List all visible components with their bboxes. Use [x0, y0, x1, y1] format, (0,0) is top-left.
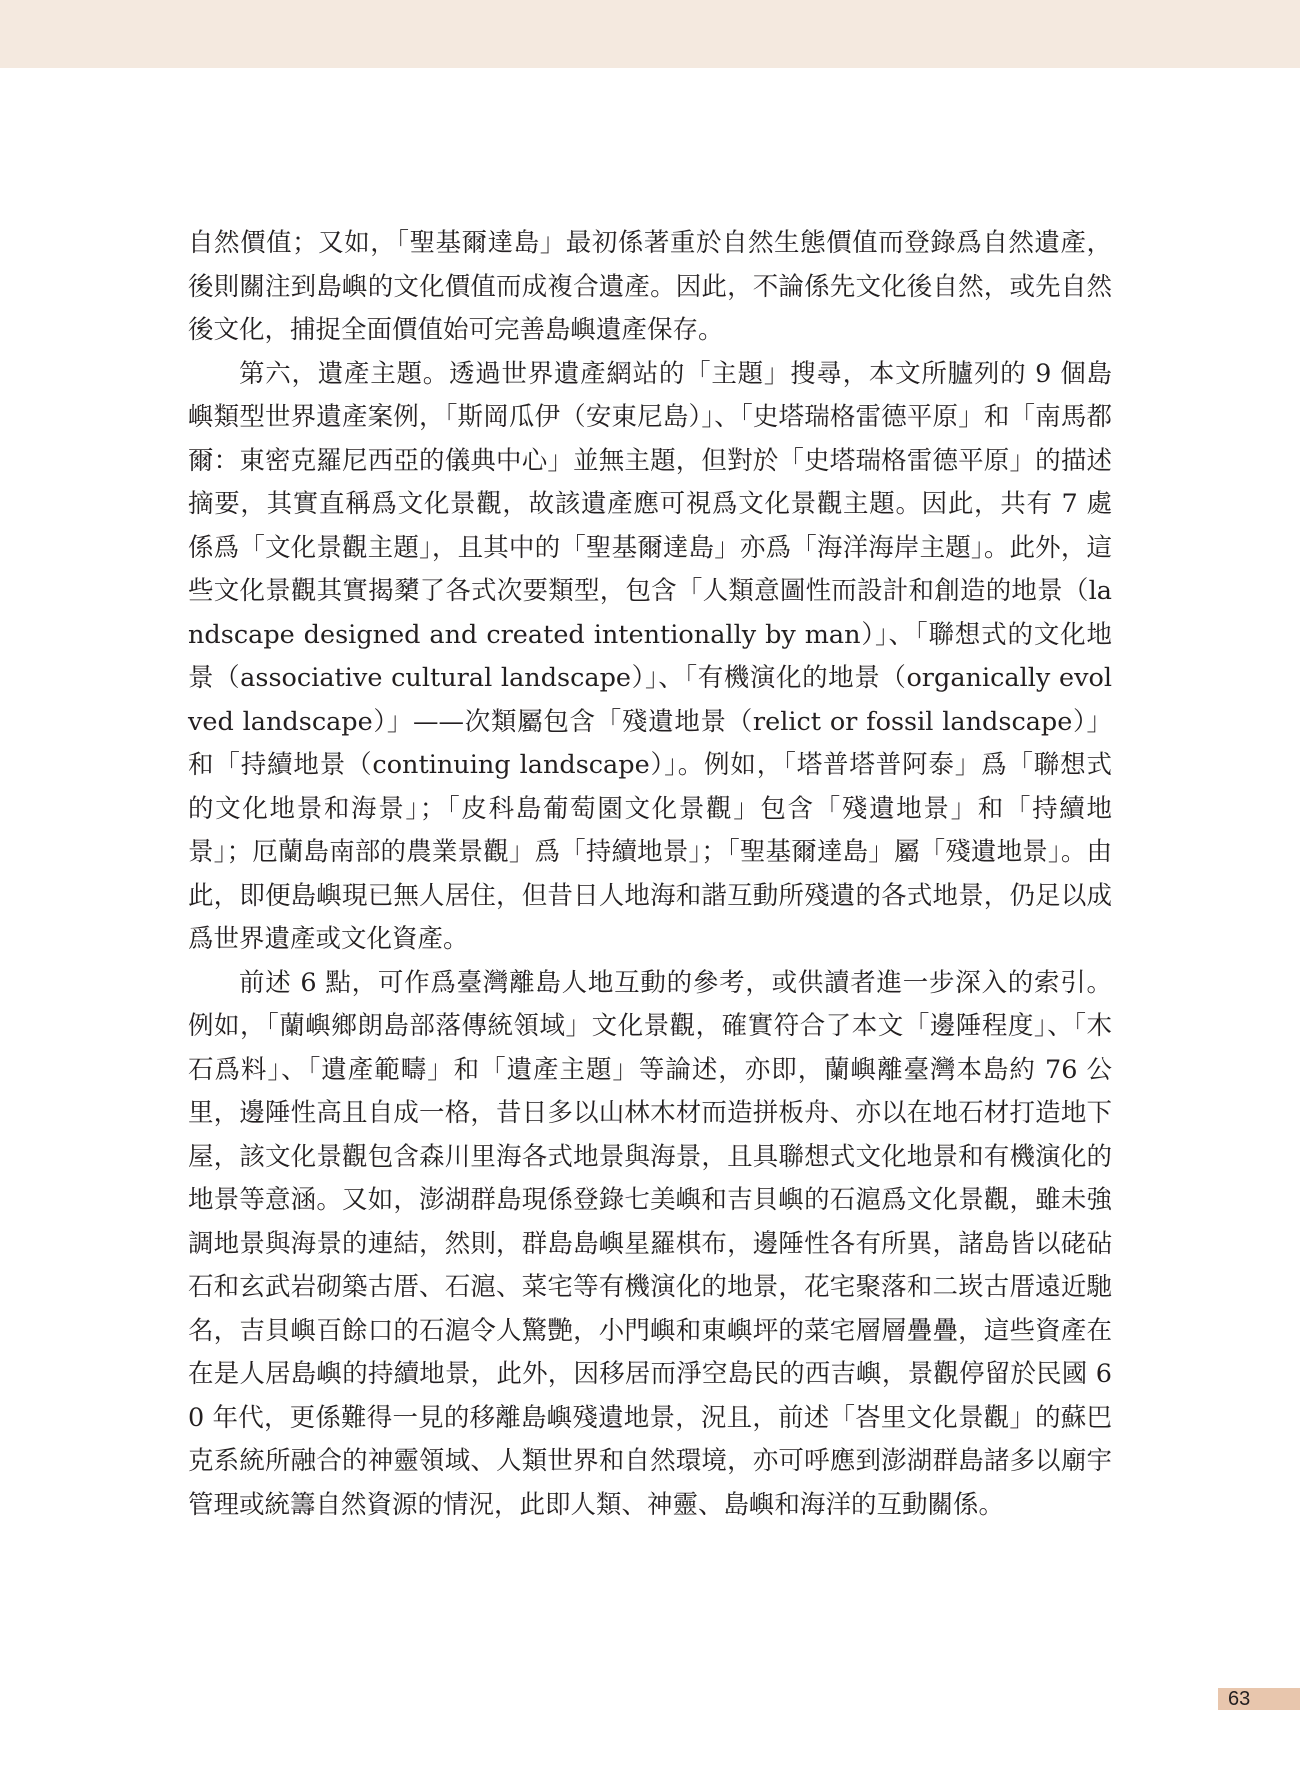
paragraph-taiwan-islands: 前述 6 點，可作爲臺灣離島人地互動的參考，或供讀者進一步深入的索引。例如，「蘭嶼鄉朗島部落傳統領域」文化景觀，確實符合了本文「邊陲程度」、「木石爲料」、「遺產範疇」和「遺產主題」等論述，亦即，蘭嶼離臺灣本島約 76 公里，邊陲性高且自成一格，昔日多以山林木材而造拼板舟、亦以在地石材打造地下屋，該文化景觀包含森川里海各式地景與海景，且具聯想式文化地景和有機演化的地景等意涵。又如，澎湖群島現係登錄七美嶼和吉貝嶼的石滬爲文化景觀，雖未強調地景與海景的連結，然則，群島島嶼星羅棋布，邊陲性各有所異，諸島皆以硓砧石和玄武岩砌築古厝、石滬、菜宅等有機演化的地景，花宅聚落和二崁古厝遠近馳名，吉貝嶼百餘口的石滬令人驚艷，小門嶼和東嶼坪的菜宅層層疊疊，這些資產在在是人居島嶼的持續地景，此外，因移居而淨空島民的西吉嶼，景觀停留於民國 60 年代，更係難得一見的移離島嶼殘遺地景，況且，前述「峇里文化景觀」的蘇巴克系統所融合的神靈領域、人類世界和自然環境，亦可呼應到澎湖群島諸多以廟宇管理或統籌自然資源的情況，此即人類、神靈、島嶼和海洋的互動關係。: [188, 967, 1112, 1520]
paragraph-continuation: 自然價值；又如，「聖基爾達島」最初係著重於自然生態價值而登錄爲自然遺產，後則關注到島嶼的文化價值而成複合遺產。因此，不論係先文化後自然，或先自然後文化，捕捉全面價值始可完善島嶼遺產保存。: [188, 228, 1112, 345]
paragraph-heritage-theme: 第六，遺產主題。透過世界遺產網站的「主題」搜尋，本文所臚列的 9 個島嶼類型世界遺產案例，「斯岡瓜伊（安東尼島）」、「史塔瑞格雷德平原」和「南馬都爾：東密克羅尼西亞的儀典中心」並無主題，但對於「史塔瑞格雷德平原」的描述摘要，其實直稱爲文化景觀，故該遺產應可視爲文化景觀主題。因此，共有 7 處係爲「文化景觀主題」，且其中的「聖基爾達島」亦爲「海洋海岸主題」。此外，這些文化景觀其實揭櫫了各式次要類型，包含「人類意圖性而設計和創造的地景（landscape designed and created intentionally by man）」、「聯想式的文化地景（associative cultural landscape）」、「有機演化的地景（organically evolved landscape）」——次類屬包含「殘遺地景（relict or fossil landscape）」和「持續地景（continuing landscape）」。例如，「塔普塔普阿泰」爲「聯想式的文化地景和海景」；「皮科島葡萄園文化景觀」包含「殘遺地景」和「持續地景」；厄蘭島南部的農業景觀」爲「持續地景」；「聖基爾達島」屬「殘遺地景」。由此，即便島嶼現已無人居住，但昔日人地海和諧互動所殘遺的各式地景，仍足以成爲世界遺產或文化資產。: [188, 358, 1112, 954]
body-text: [188, 222, 1112, 1527]
header-band: [0, 0, 1300, 68]
page-number: 63: [1228, 1688, 1251, 1710]
